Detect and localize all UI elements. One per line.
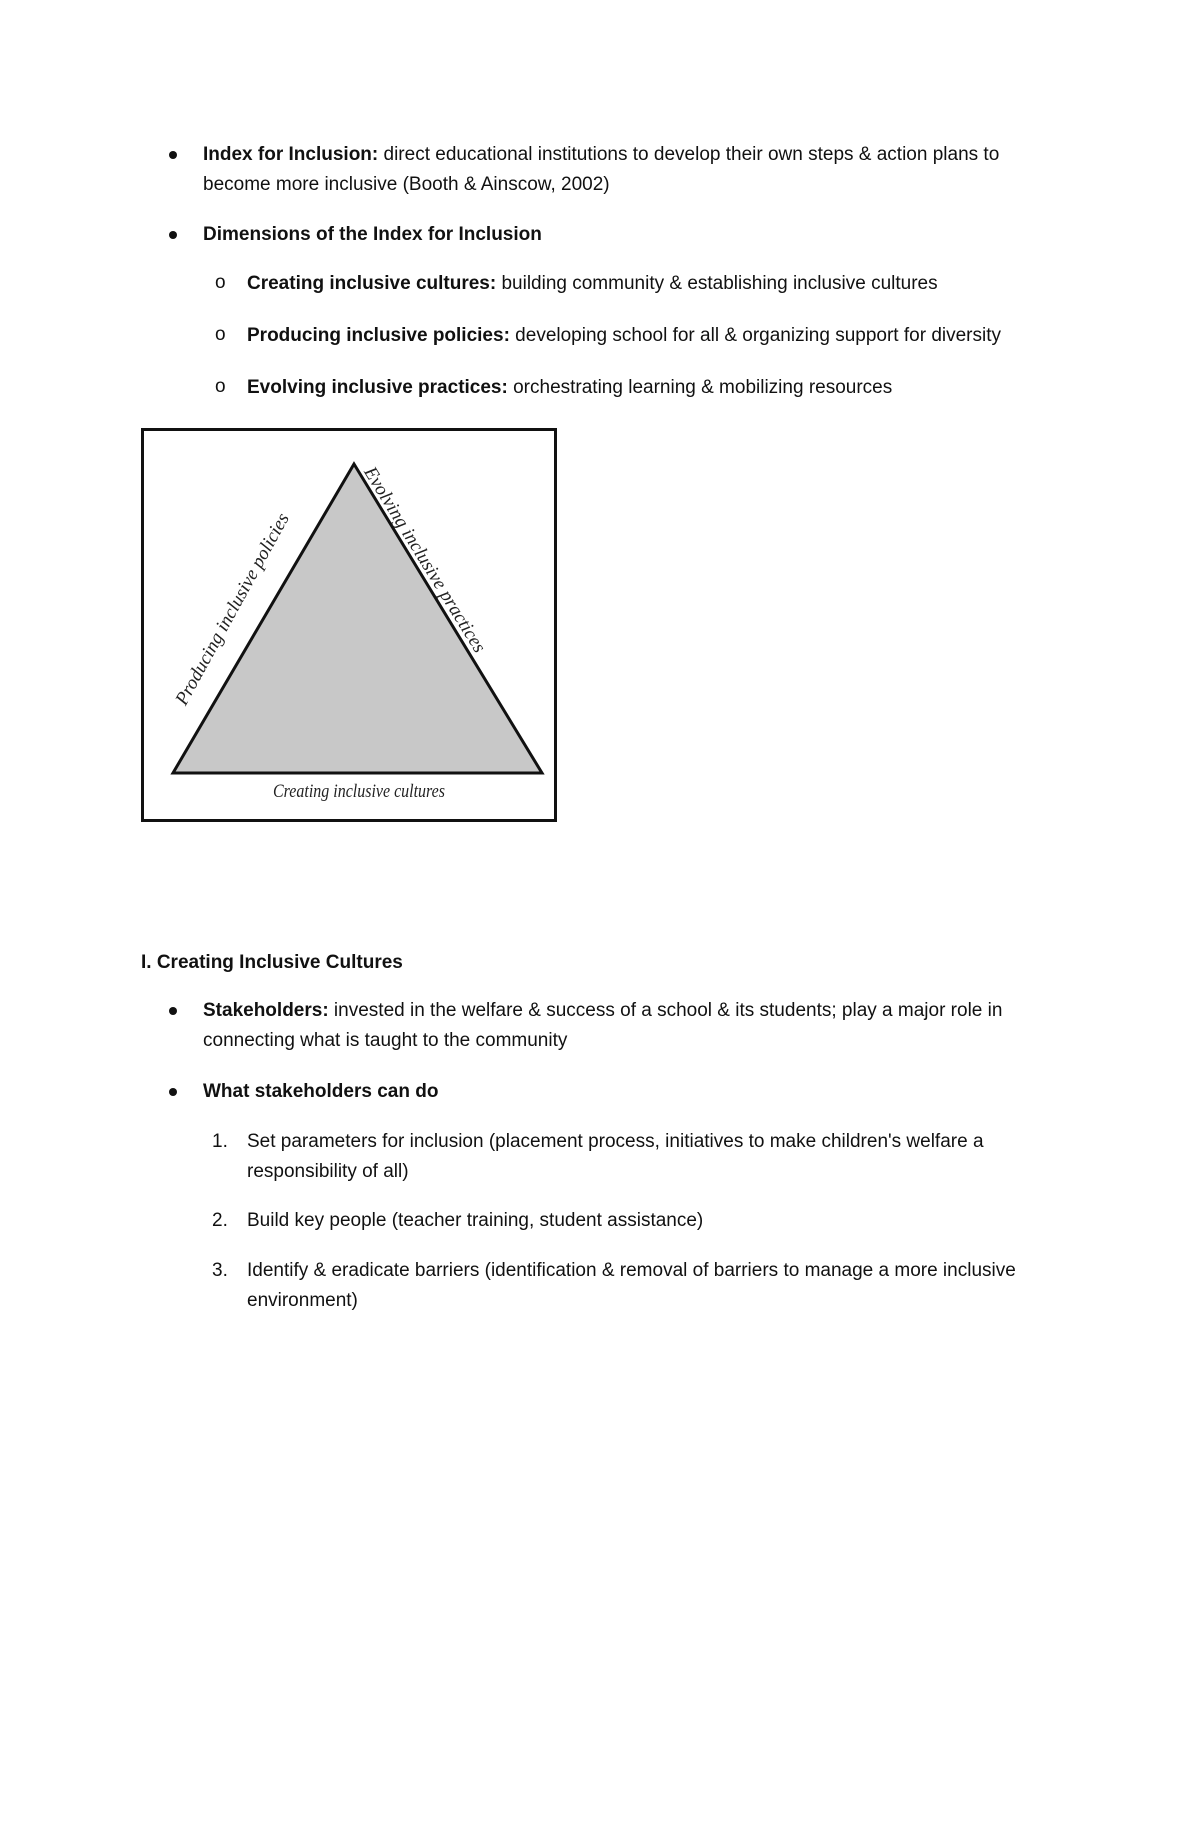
dimension-text: developing school for all & organizing support for diversity [509,325,1002,346]
right-side-label: Evolving inclusive practices [359,463,490,657]
dimension-text: orchestrating learning & mobilizing resources [507,377,893,398]
step-number: 2. [212,1210,228,1231]
bullet-icon [169,151,177,159]
dimension-item-cultures [247,269,938,299]
step-3-line2: environment) [247,1290,358,1311]
step-1-line2: responsibility of all) [247,1161,409,1182]
stakeholders-text: invested in the welfare & success of a school & its students; play a major role in [328,1000,1003,1021]
index-definition-line2: become more inclusive (Booth & Ainscow, 2002) [203,174,610,195]
sub-bullet-marker: o [215,324,226,345]
index-definition-text: direct educational institutions to develop their own steps & action plans to [378,144,1000,165]
can-do-heading [203,1077,438,1107]
sub-bullet-marker: o [215,272,226,293]
bullet-icon [169,231,177,239]
can-do-heading-text: What stakeholders can do [203,1081,439,1102]
index-triangle-figure [141,428,557,822]
stakeholders-line1 [203,996,1002,1026]
dimension-item-practices [247,373,892,403]
triangle-diagram [144,431,554,819]
stakeholders-term: Stakeholders: [203,1000,329,1021]
sub-bullet-marker: o [215,376,226,397]
step-number: 3. [212,1260,228,1281]
step-2-line1: Build key people (teacher training, student assistance) [247,1210,704,1231]
stakeholders-line2: connecting what is taught to the community [203,1030,568,1051]
dimensions-heading [203,220,542,250]
dimension-term: Producing inclusive policies: [247,325,510,346]
step-1-line1: Set parameters for inclusion (placement process, initiatives to make children's welfare a [247,1131,984,1152]
dimension-term: Creating inclusive cultures: [247,273,497,294]
bullet-icon [169,1088,177,1096]
section-heading [141,948,403,978]
step-3-line1: Identify & eradicate barriers (identification & removal of barriers to manage a more inclusive [247,1260,1016,1281]
dimension-text: building community & establishing inclusive cultures [496,273,938,294]
left-side-label: Producing inclusive policies [171,509,294,709]
section-heading-text: I. Creating Inclusive Cultures [141,952,403,973]
bullet-icon [169,1007,177,1015]
index-term: Index for Inclusion: [203,144,379,165]
step-number: 1. [212,1131,228,1152]
base-label: Creating inclusive cultures [273,781,445,802]
dimension-item-policies [247,321,1001,351]
index-definition-line1 [203,140,999,170]
dimension-term: Evolving inclusive practices: [247,377,508,398]
dimensions-heading-text: Dimensions of the Index for Inclusion [203,224,542,245]
